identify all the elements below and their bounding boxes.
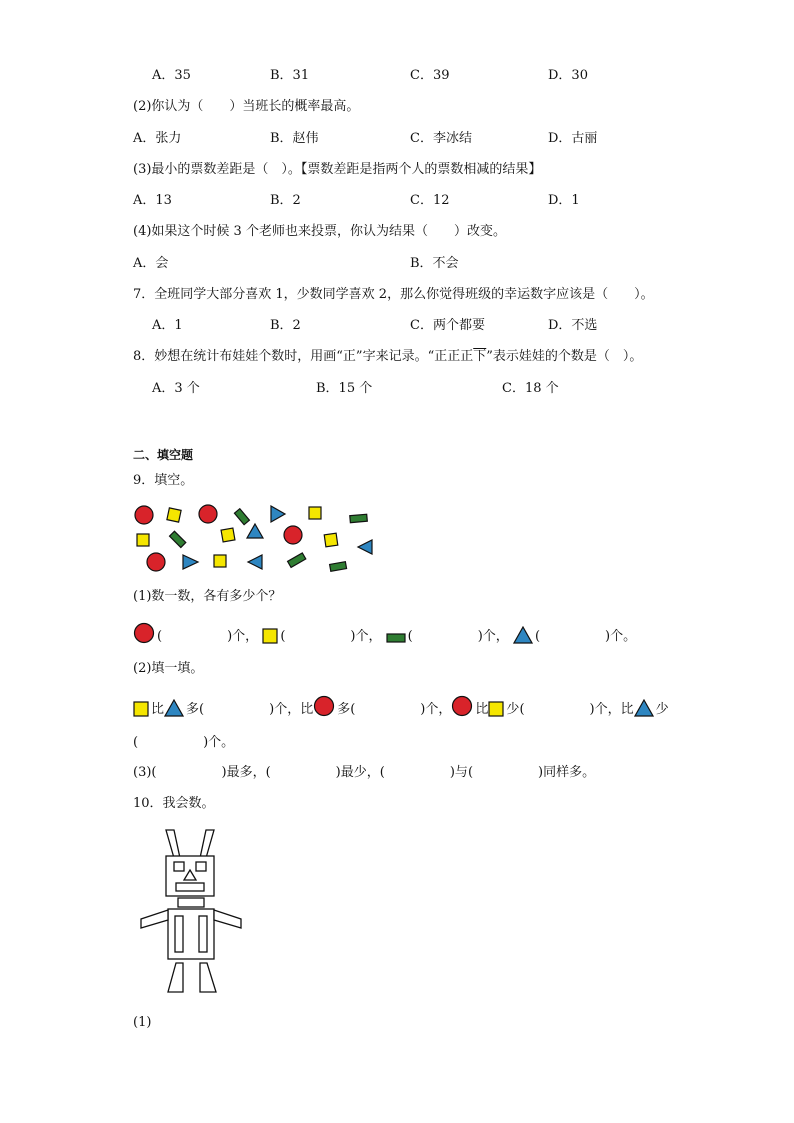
yellow-square-shape bbox=[324, 533, 338, 547]
ge-text: 个。 bbox=[208, 735, 235, 750]
robot-leg-right bbox=[200, 963, 216, 992]
blue-triangle-icon bbox=[634, 699, 654, 717]
robot-body-panel bbox=[199, 916, 207, 952]
q5-4-text: (4)如果这个时候 3 个老师也来投票，你认为结果（ ）改变。 bbox=[133, 224, 506, 239]
unit-text: 个， bbox=[232, 629, 259, 644]
blank-paren[interactable]: ( ) bbox=[379, 765, 455, 780]
q5-4-option-b: B．不会 bbox=[410, 256, 459, 271]
q8-option-a: A．3 个 bbox=[152, 381, 200, 396]
robot-ear-left bbox=[166, 830, 180, 858]
blue-triangle-shape bbox=[271, 506, 285, 522]
unit-text: 个。 bbox=[610, 629, 637, 644]
q5-3-text: (3)最小的票数差距是（ ）。【票数差距是指两个人的票数相减的结果】 bbox=[133, 162, 542, 177]
shao-text: 少 bbox=[655, 702, 669, 717]
green-rectangle-shape bbox=[234, 509, 249, 525]
blue-triangle-shape bbox=[248, 555, 262, 569]
blank-paren[interactable]: ( ) bbox=[133, 735, 209, 750]
blank-paren[interactable]: ( ) bbox=[534, 629, 611, 644]
q8-text-tail: ”表示娃娃的个数是（ ）。 bbox=[486, 349, 643, 364]
blank-paren[interactable]: ( ) bbox=[519, 702, 595, 717]
red-circle-icon bbox=[451, 695, 473, 717]
robot-eye-right bbox=[196, 862, 206, 871]
green-rectangle-shape bbox=[350, 514, 368, 522]
q5-1-option-d: D．30 bbox=[548, 68, 588, 83]
red-circle-icon bbox=[313, 695, 335, 717]
unit-text: 个， bbox=[355, 629, 382, 644]
q8-text bbox=[133, 348, 642, 366]
green-rectangle-shape bbox=[170, 531, 186, 547]
blue-triangle-shape bbox=[247, 524, 263, 538]
unit-text: 个， bbox=[482, 629, 509, 644]
q9-title: 9．填空。 bbox=[133, 473, 194, 488]
blank-paren[interactable]: ( ) bbox=[265, 765, 341, 780]
q7-option-b: B．2 bbox=[270, 318, 301, 333]
green-rectangle-icon bbox=[386, 632, 406, 644]
blue-triangle-icon bbox=[164, 699, 184, 717]
green-rectangle-shape bbox=[288, 553, 306, 568]
bi-text: 比 bbox=[475, 702, 489, 717]
ge-text: 个， bbox=[425, 702, 452, 717]
q5-1-option-c: C．39 bbox=[410, 68, 450, 83]
q7-option-c: C．两个都要 bbox=[410, 318, 485, 333]
ge-text: 个， bbox=[274, 702, 301, 717]
robot-neck bbox=[178, 898, 204, 907]
yellow-square-icon bbox=[488, 701, 504, 717]
q9-row2-cont bbox=[133, 734, 234, 752]
blue-triangle-icon bbox=[513, 626, 533, 644]
red-circle-shape bbox=[199, 505, 217, 523]
robot-arm-right bbox=[214, 910, 241, 928]
q8-option-b: B．15 个 bbox=[316, 381, 373, 396]
q5-3-option-b: B．2 bbox=[270, 193, 301, 208]
duo-text: 多 bbox=[186, 702, 200, 717]
q9-row2 bbox=[133, 695, 669, 721]
bi-text: 比 bbox=[151, 702, 165, 717]
q7-option-d: D．不选 bbox=[548, 318, 598, 333]
blank-paren[interactable]: ( ) bbox=[151, 765, 227, 780]
robot-mouth bbox=[176, 883, 204, 891]
ge-text: 个， bbox=[594, 702, 621, 717]
q10-sub1: (1) bbox=[133, 1015, 152, 1030]
yellow-square-icon bbox=[133, 701, 149, 717]
bi-text: 比 bbox=[300, 702, 314, 717]
robot-arm-left bbox=[141, 910, 168, 928]
q5-1-option-a: A．35 bbox=[152, 68, 191, 83]
robot-figure bbox=[138, 828, 244, 996]
q9-row1 bbox=[133, 622, 636, 648]
robot-eye-left bbox=[174, 862, 184, 871]
q5-2-option-a: A．张力 bbox=[133, 131, 182, 146]
with-text: 与 bbox=[454, 765, 468, 780]
least-text: 最少， bbox=[340, 765, 380, 780]
q5-2-option-b: B．赵伟 bbox=[270, 131, 319, 146]
blank-paren[interactable]: ( ) bbox=[350, 702, 426, 717]
blank-paren[interactable]: ( ) bbox=[199, 702, 275, 717]
blue-triangle-shape bbox=[358, 540, 372, 554]
yellow-square-shape bbox=[167, 508, 181, 522]
q5-1-option-b: B．31 bbox=[270, 68, 310, 83]
red-circle-icon bbox=[133, 622, 155, 644]
most-text: 最多， bbox=[226, 765, 266, 780]
q9-sub2: (2)填一填。 bbox=[133, 661, 204, 676]
q8-text-head: 8．妙想在统计布娃娃个数时，用画“正”字来记录。“正正正 bbox=[133, 349, 474, 364]
q5-2-option-d: D．古丽 bbox=[548, 131, 598, 146]
red-circle-shape bbox=[284, 526, 302, 544]
shao-text: 少 bbox=[506, 702, 520, 717]
red-circle-shape bbox=[135, 506, 153, 524]
q8-tally-char: 下 bbox=[473, 349, 487, 364]
blank-paren[interactable]: ( ) bbox=[407, 629, 483, 644]
q7-option-a: A．1 bbox=[152, 318, 183, 333]
q5-3-option-d: D．1 bbox=[548, 193, 580, 208]
q7-text: 7．全班同学大部分喜欢 1，少数同学喜欢 2，那么你觉得班级的幸运数字应该是（ ）。 bbox=[133, 287, 654, 302]
blank-paren[interactable]: ( ) bbox=[467, 765, 544, 780]
bi-text: 比 bbox=[620, 702, 634, 717]
q5-3-option-a: A．13 bbox=[133, 193, 172, 208]
q10-title: 10．我会数。 bbox=[133, 796, 215, 811]
sub3-prefix: (3) bbox=[133, 765, 152, 780]
yellow-square-shape bbox=[309, 507, 321, 519]
q5-2-option-c: C．李冰结 bbox=[410, 131, 472, 146]
q5-4-option-a: A．会 bbox=[133, 256, 169, 271]
green-rectangle-shape bbox=[330, 562, 347, 572]
q9-sub1: (1)数一数，各有多少个？ bbox=[133, 589, 282, 604]
yellow-square-shape bbox=[221, 528, 235, 542]
q8-option-c: C．18 个 bbox=[502, 381, 559, 396]
blank-paren[interactable]: ( ) bbox=[280, 629, 356, 644]
yellow-square-shape bbox=[137, 534, 149, 546]
section-title: 二、填空题 bbox=[133, 448, 194, 462]
blue-triangle-shape bbox=[183, 555, 198, 569]
robot-body-panel bbox=[175, 916, 183, 952]
robot-leg-left bbox=[168, 963, 183, 992]
duo-text: 多 bbox=[337, 702, 351, 717]
same-text: 同样多。 bbox=[543, 765, 596, 780]
shapes-picture bbox=[130, 500, 380, 578]
yellow-square-icon bbox=[262, 628, 278, 644]
q5-3-option-c: C．12 bbox=[410, 193, 450, 208]
red-circle-shape bbox=[147, 553, 165, 571]
q5-2-text: (2)你认为（ ）当班长的概率最高。 bbox=[133, 99, 360, 114]
yellow-square-shape bbox=[214, 555, 226, 567]
q9-sub3 bbox=[133, 764, 595, 782]
robot-ear-right bbox=[200, 830, 214, 858]
blank-paren[interactable]: ( ) bbox=[157, 629, 233, 644]
